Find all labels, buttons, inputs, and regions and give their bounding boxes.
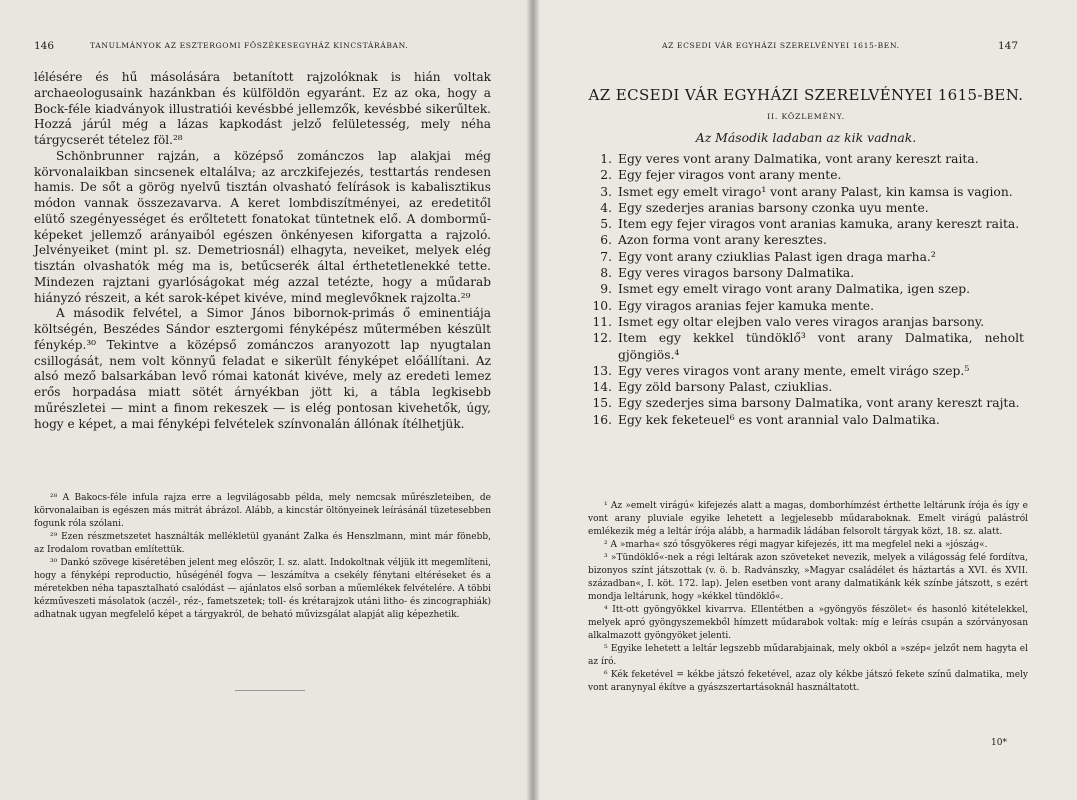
list-item [600, 151, 1024, 167]
item-text: Egy veres viragos vont arany mente, emelt virágo szep.⁵ [618, 363, 970, 378]
item-text: Item egy kekkel tündöklő³ vont arany Dalmatika, neholt gjöngiös.⁴ [618, 331, 1024, 362]
item-text: Egy kek feketeuel⁶ es vont arannial valo Dalmatika. [618, 412, 940, 427]
paragraph: lélésére és hű másolására betanított rajzolóknak is hián voltak archaeologusaink hazánkban és külföldön egyaránt. Ez az oka, hogy a Bock-féle kiadványok illustratiói kevésbbé jellemzők, kevésbbé sikerűltek. Hozzá járúl még a lázas kapkodást jelző felületesség, mely néha tárgycserét tételez föl.²⁸ [34, 70, 491, 147]
body-text-left [34, 70, 491, 432]
footnote: ⁴ Itt-ott gyöngyökkel kivarrva. Ellentétben a »gyöngyös fészölet« és hasonló kitételekkel, melyek apró gyöngyszemekből hímzett műdarabok voltak: míg e leírás csupán a szórványosan alkalmazott gyöngyöket jelenti. [588, 605, 1028, 641]
article-title: AZ ECSEDI VÁR EGYHÁZI SZERELVÉNYEI 1615-BEN. [588, 86, 1024, 104]
item-number: 16. [592, 412, 612, 427]
item-text: Egy vont arany cziuklias Palast igen draga marha.² [618, 249, 936, 264]
inventory-list [592, 151, 1024, 428]
list-item [600, 281, 1024, 297]
footnotes-right [588, 500, 1028, 695]
list-item [600, 200, 1024, 216]
article-subtitle: II. KÖZLEMÉNY. [767, 112, 845, 121]
item-number: 14. [592, 380, 612, 395]
decorative-rule [235, 690, 305, 691]
list-item [592, 330, 1024, 363]
list-item [600, 265, 1024, 281]
paragraph: A második felvétel, a Simor János bibornok-primás ő eminentiája költségén, Beszédes Sándor esztergomi fényképész műtermében készült fénykép.³⁰ Tekintve a középső zománczos aranyozott lap nyugtalan csillogását, nem volt könnyű feladat e sikerült fényképet előállítani. Az alsó mező balsarkában levő római katonát kivéve, mely az eredeti lemez erős horpadása miatt sötét árnyékban jött ki, a tábla legkisebb műrészletei — mint a finom rekeszek — is elég pontosan kivehetők, úgy, hogy e képet, a mai fényképi felvételek színvonalán állónak ítélhetjük. [34, 306, 491, 431]
item-number: 4. [600, 200, 612, 215]
item-number: 3. [600, 184, 612, 199]
footnote: ³⁰ Dankó szövege kiséretében jelent meg először, I. sz. alatt. Indokoltnak véljük itt megemlíteni, hogy a fényképi reproductio, hűségénél fogva — leszámítva a csekély fénytani eltéréseket és a méretekben néha tapasztalható csalódást — ajánlatos első sorban a műemlékek felvételére. A többi kézműveszeti másolatok (aczél-, réz-, fametszetek; toll- és krétarajzok utáni litho- és zincographiák) adhatnak ugyan megfelelő képet a tárgyakról, de beható művizsgálat alapját alig képezhetik. [34, 558, 491, 620]
list-item [592, 395, 1024, 411]
footnote: ² A »marha« szó tősgyökeres régi magyar kifejezés, itt ma megfelel neki a »jószág«. [604, 540, 988, 550]
item-number: 9. [600, 282, 612, 297]
item-text: Item egy fejer viragos vont aranias kamuka, arany kereszt raita. [618, 217, 1020, 232]
item-number: 6. [600, 233, 612, 248]
list-item [600, 232, 1024, 248]
book-gutter [526, 0, 540, 800]
footnote: ³ »Tündöklő«-nek a régi leltárak azon szöveteket nevezik, melyek a világosság felé fordítva, bizonyos színt játszottak (v. ö. b. Radvánszky, »Magyar családélet és háztartás a XVI. és XVII. században«, I. köt. 172. lap). Jelen esetben vont arany dalmatikánk kék színbe játszott, s ezért mondja leltárunk, hogy »kékkel tündöklő«. [588, 553, 1028, 602]
footnote: ⁵ Egyike lehetett a leltár legszebb műdarabjainak, mely okból a »szép« jelzőt nem hagyta el az író. [588, 644, 1028, 667]
paragraph: Schönbrunner rajzán, a középső zománczos lap alakjai még körvonalaikban sincsenek eltalálva; az arczkifejezés, testtartás rendesen hamis. De sőt a görög nyelvű tisztán olvasható felírások is kabalisztikus módon vannak összezavarva. A keret lombdiszítményei, az eredetitől elütő szegényességet és erőltetett fonatokat tüntetnek elő. A dombormű-képeket jellemző arányaiból egészen önkényesen kiforgatta a rajzoló. Jelvényeiket (mint pl. sz. Demetriosnál) elhagyta, neveiket, melyek elég tisztán olvashatók még ma is, betűcserék által érthetetlenekké tette. Mindezen rajztani gyarlóságokat még azzal tetézte, hogy a műdarab hiányzó részeit, a két sarok-képet kivéve, mind meglevőknek rajzolta.²⁹ [34, 148, 491, 305]
item-number: 2. [600, 168, 612, 183]
footnote: ²⁹ Ezen részmetszetet használták mellékletül gyanánt Zalka és Henszlmann, mint már fönebb, az Irodalom rovatban említettük. [34, 532, 491, 555]
list-item [592, 379, 1024, 395]
item-text: Egy veres vont arany Dalmatika, vont arany kereszt raita. [618, 152, 979, 166]
list-item [592, 363, 1024, 379]
list-item [592, 298, 1024, 314]
page-number-left: 146 [34, 40, 55, 52]
running-head-left: TANULMÁNYOK AZ ESZTERGOMI FŐSZÉKESEGYHÁZ KINCSTÁRÁBAN. [90, 41, 409, 50]
footnote: ⁶ Kék feketével = kékbe játszó feketével, azaz oly kékbe játszó fekete színű dalmatika, mely vont aranynyal ékítve a gyászszertartásoknál használtatott. [588, 670, 1028, 693]
list-item [600, 216, 1024, 232]
item-number: 13. [592, 363, 612, 378]
right-page [532, 0, 1077, 800]
list-item [592, 412, 1024, 428]
left-page [0, 0, 534, 800]
item-text: Ismet egy oltar elejben valo veres viragos aranjas barsony. [618, 314, 985, 329]
item-text: Egy fejer viragos vont arany mente. [618, 168, 842, 183]
item-text: Ismet egy emelt virago¹ vont arany Palast, kin kamsa is vagion. [618, 184, 1013, 199]
item-text: Egy szederjes sima barsony Dalmatika, vont arany kereszt rajta. [618, 396, 1020, 411]
list-item [600, 249, 1024, 265]
footnotes-left [34, 492, 491, 622]
section-heading: Az Második ladaban az kik vadnak. [695, 130, 917, 145]
item-number: 11. [592, 314, 612, 329]
list-item [592, 314, 1024, 330]
item-number: 1. [600, 152, 612, 166]
item-text: Egy szederjes aranias barsony czonka uyu mente. [618, 200, 929, 215]
item-text: Egy viragos aranias fejer kamuka mente. [618, 298, 874, 313]
item-number: 12. [592, 331, 612, 346]
item-number: 10. [592, 298, 612, 313]
footnote: ²⁸ A Bakocs-féle infula rajza erre a legvilágosabb példa, mely nemcsak műrészleteiben, de körvonalaiban is egészen más mitrát ábrázol. Alább, a kincstár öltönyeinek leírásánál tüzetesebben fogunk róla szólani. [34, 493, 491, 529]
signature-mark: 10* [991, 738, 1007, 748]
item-number: 7. [600, 249, 612, 264]
item-text: Egy veres viragos barsony Dalmatika. [618, 266, 855, 281]
item-number: 15. [592, 396, 612, 411]
list-item [600, 167, 1024, 183]
list-item [600, 184, 1024, 200]
running-head-right: AZ ECSEDI VÁR EGYHÁZI SZERELVÉNYEI 1615-BEN. [662, 41, 900, 50]
item-number: 5. [600, 217, 612, 232]
page-number-right: 147 [998, 40, 1019, 52]
item-text: Ismet egy emelt virago vont arany Dalmatika, igen szep. [618, 282, 971, 297]
item-text: Egy zöld barsony Palast, cziuklias. [618, 380, 833, 395]
item-number: 8. [600, 266, 612, 281]
footnote: ¹ Az »emelt virágú« kifejezés alatt a magas, domborhímzést érthette leltárunk írója és így e vont arany pluviale egyike lehetett a legjelesebb műdaraboknak. Emelt virágú palástról emlékezik még a leltár írója alább, a harmadik ládában felsorolt tárgyak közt, 18. sz. alatt. [588, 501, 1028, 537]
item-text: Azon forma vont arany keresztes. [618, 233, 827, 248]
